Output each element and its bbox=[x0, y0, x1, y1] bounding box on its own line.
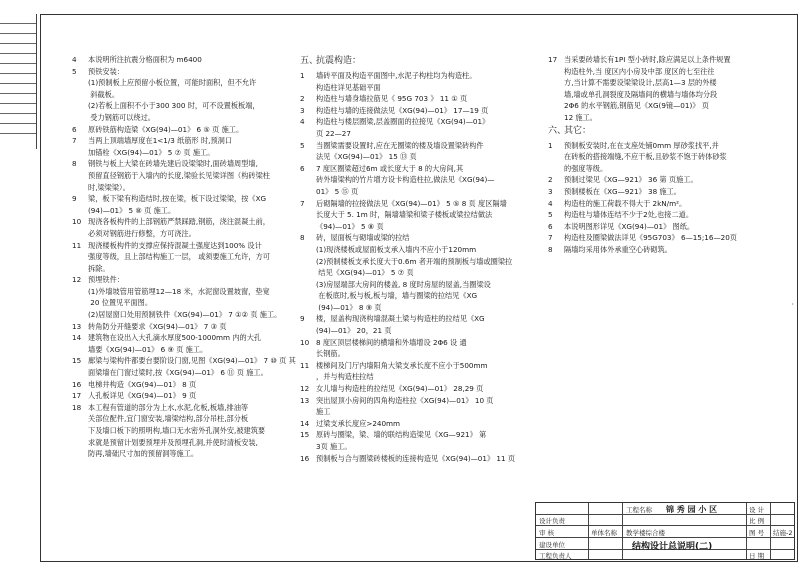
note-line bbox=[300, 174, 540, 186]
note-number: 13 bbox=[72, 321, 82, 331]
note-number: 六、 bbox=[548, 125, 567, 136]
note-line bbox=[72, 158, 312, 170]
note-line bbox=[548, 209, 788, 221]
note-text: 转角防分开缝要求《XG(94)—01》 7 ③ 页 bbox=[88, 321, 227, 331]
note-text: (2)居屋窗口处用预制铁件《XG(94)—01》 7 ①② 页 施工。 bbox=[88, 310, 282, 320]
note-line bbox=[72, 413, 312, 425]
note-text: 施工 bbox=[316, 407, 331, 417]
check-label: 审 核 bbox=[539, 529, 555, 537]
note-line bbox=[300, 302, 540, 314]
note-text: 01》 5 ⑮ 页 bbox=[316, 186, 359, 196]
part-name: 教学楼综合楼 bbox=[626, 529, 665, 537]
note-number: 5 bbox=[548, 210, 553, 220]
note-text: 构造柱与墙身墙拉筋见《 95G 703 》 11 ① 页 bbox=[316, 94, 468, 104]
note-line bbox=[300, 209, 540, 221]
note-text: (3)房屋端部大房间的楼盖, 8 度时房屋的屋盖,当圈梁设 bbox=[316, 279, 491, 289]
note-text: 求就是预留计划要预埋并及预埋孔洞,并使时清板安装, bbox=[88, 437, 258, 447]
note-line bbox=[72, 77, 312, 89]
note-line bbox=[72, 297, 312, 309]
note-line bbox=[72, 112, 312, 124]
note-line bbox=[548, 221, 788, 233]
note-text: ，并与构造柱拉结 bbox=[316, 372, 374, 382]
note-line bbox=[300, 290, 540, 302]
note-text: 12 施工。 bbox=[564, 112, 597, 122]
note-line bbox=[72, 66, 312, 78]
note-line bbox=[300, 186, 540, 198]
note-line bbox=[548, 174, 788, 186]
note-line bbox=[72, 321, 312, 333]
note-text: 预埋铁件： bbox=[88, 275, 124, 285]
note-text: 《94)—01》 5 ⑧ 页 bbox=[316, 221, 384, 231]
note-line bbox=[300, 70, 540, 82]
note-number: 3 bbox=[300, 105, 305, 115]
note-text: 预铁安装： bbox=[88, 66, 124, 76]
note-text: 本工程有管道的部分为上水,水泥,化板,板墙,排油等 bbox=[88, 402, 249, 412]
note-line bbox=[300, 371, 540, 383]
note-number: 16 bbox=[72, 379, 82, 389]
note-line bbox=[72, 54, 312, 66]
note-text: 的强度等级。 bbox=[564, 163, 608, 173]
note-text: 防再,墙础尺寸加的预留洞等施工。 bbox=[88, 449, 199, 459]
note-text: 3页 施工。 bbox=[316, 442, 352, 451]
note-number: 15 bbox=[72, 356, 82, 366]
note-text: 法见《XG(94)—01》 15 ⑬ 页 bbox=[316, 152, 417, 162]
notes-column-middle bbox=[300, 54, 540, 464]
design-label: 设计负责 bbox=[539, 517, 565, 525]
note-text: 构造柱详见基础平面 bbox=[316, 82, 381, 92]
note-text: 后砌隔墙的拉接做法见《XG(94)—01》 5 ⑤ 8 页 度区隔墙 bbox=[316, 198, 507, 208]
note-line bbox=[300, 348, 540, 360]
note-line bbox=[300, 128, 540, 140]
note-line bbox=[548, 89, 788, 101]
note-line bbox=[548, 112, 788, 124]
edge-mark: · bbox=[791, 300, 794, 309]
note-text: 7 度区圈梁超过6m 或长度大于 8 的大房间,其 bbox=[316, 163, 464, 173]
note-line bbox=[72, 135, 312, 147]
note-line bbox=[548, 186, 788, 198]
note-line bbox=[72, 216, 312, 228]
note-text: 其它： bbox=[564, 125, 592, 136]
note-text: 时,梁梁梁）。 bbox=[88, 182, 130, 192]
note-line bbox=[548, 66, 788, 78]
note-number: 4 bbox=[548, 198, 553, 208]
note-text: 廊梁与梁构件都要台要阶设门窗,见图《XG(94)—01》 7 ⑩ 页 其 bbox=[88, 356, 296, 366]
unit-label: 建设单位 bbox=[539, 541, 565, 549]
note-number: 7 bbox=[548, 233, 553, 243]
note-text: (94)—01》 5 ⑧ 页 施工。 bbox=[88, 205, 176, 215]
note-line bbox=[72, 240, 312, 252]
note-text: 构造柱与楼层圈梁,层盖圈面的拉接见《XG(94)—01》 bbox=[316, 117, 490, 127]
note-line bbox=[548, 244, 788, 256]
note-number: 17 bbox=[548, 55, 558, 64]
note-number: 五、 bbox=[300, 56, 319, 66]
note-line bbox=[300, 256, 540, 268]
note-text: 本说明所注抗震分格面积为 m6400 bbox=[88, 55, 202, 64]
note-line bbox=[300, 244, 540, 256]
note-text: 在砖板的搭接端缝,不应干板,且砂浆不饱于砖体砂浆 bbox=[564, 152, 727, 162]
note-line bbox=[300, 279, 540, 291]
note-text: 梁，板下梁有构造结时,按在梁，板下设过梁梁，按《XG bbox=[88, 194, 267, 204]
title-block bbox=[535, 502, 795, 560]
note-line bbox=[72, 100, 312, 112]
note-text: 钢铁与板上大梁在砖墙先建后设梁梁时,面砖墙周型墙, bbox=[88, 159, 258, 169]
note-line bbox=[72, 147, 312, 159]
note-text: 原砖铁筋构造梁《XG(94)—01》 6 ⑤ 页 施工。 bbox=[88, 124, 244, 134]
note-line bbox=[72, 251, 312, 263]
note-text: 方,当计算不需要设梁梁设计,层高1—3 层的外楼 bbox=[564, 78, 717, 88]
note-text: 构造柱及圈梁做法详见《95G703》 6—15;16—20页 bbox=[564, 233, 737, 243]
note-line bbox=[300, 360, 540, 372]
note-line bbox=[72, 228, 312, 240]
note-number: 8 bbox=[548, 244, 553, 254]
note-number: 13 bbox=[300, 395, 310, 405]
note-line bbox=[300, 267, 540, 279]
note-line bbox=[548, 140, 788, 152]
notes-column-left bbox=[72, 54, 312, 460]
scale-label: 比 例 bbox=[749, 517, 765, 525]
note-text: 强度等级，且上部结构施工一层， 或须要施工允许，方可 bbox=[88, 252, 270, 262]
note-text: 当采要砖墙长有1PI 型小砖时,除应满足以上条件规置 bbox=[564, 55, 731, 64]
note-line bbox=[548, 100, 788, 112]
note-number: 12 bbox=[300, 384, 310, 394]
note-line bbox=[300, 116, 540, 128]
note-number: 15 bbox=[300, 430, 310, 440]
note-text: 现浇各板构件的上部钢筋严禁踩踏,钢筋，浇注混凝土前， bbox=[88, 217, 270, 227]
note-line bbox=[72, 390, 312, 402]
note-text: 构造柱与墙体连结不少于2处,也接二道。 bbox=[564, 210, 694, 220]
approve-label: 工程负责人 bbox=[539, 552, 572, 560]
note-number: 10 bbox=[300, 337, 310, 347]
note-line bbox=[72, 367, 312, 379]
note-text: 本说明图形详见《XG(94)—01》 图纸。 bbox=[564, 221, 695, 231]
note-text: 砖外墙梁构的竹片增方设卡构造柱拉,做法见《XG(94)— bbox=[316, 175, 495, 185]
note-line bbox=[548, 163, 788, 175]
note-text: 页 22—27 bbox=[316, 128, 351, 138]
note-text: (94)—01》 20，21 页 bbox=[316, 326, 392, 336]
note-number: 1 bbox=[300, 71, 305, 80]
note-line bbox=[300, 313, 540, 325]
note-number: 5 bbox=[72, 66, 77, 76]
notes-column-right bbox=[548, 54, 788, 256]
note-text: (1)预制板上应预留小板位置，可能时面积，但不允许 bbox=[88, 78, 257, 88]
note-line bbox=[300, 54, 540, 68]
note-number: 16 bbox=[300, 453, 310, 463]
note-text: 预制板与合与圈梁砖楼板的连接构造见《XG(94)—01》 11 页 bbox=[316, 453, 516, 463]
note-line bbox=[72, 402, 312, 414]
note-text: 关部位配件,宜门窗安装,墙梁结构,部分吊柱,部分板 bbox=[88, 414, 249, 424]
note-line bbox=[300, 325, 540, 337]
note-line bbox=[72, 448, 312, 460]
note-text: 受力钢筋可以绕过。 bbox=[88, 112, 155, 122]
note-text: 当两上顶端墙厚度在1<1/3 纸筋形 时,预洞口 bbox=[88, 136, 233, 146]
note-number: 6 bbox=[300, 163, 305, 173]
note-number: 7 bbox=[300, 198, 305, 208]
note-text: 拆除。 bbox=[88, 263, 110, 273]
note-text: 长钢筋。 bbox=[316, 349, 345, 359]
note-text: (2)预制楼板支承长度大于0.6m 者开端的预制板与墙或圈梁拉 bbox=[316, 256, 513, 266]
note-text: 建筑物在设出入大孔滴水厚度500-1000mm 内的大孔 bbox=[88, 333, 262, 343]
note-text: 20 位置见平面图。 bbox=[88, 298, 153, 308]
note-text: (1)外墙坡管用管筋埋12—18 米，水泥窗设置坡窗，垫宽 bbox=[88, 286, 270, 296]
note-line bbox=[72, 124, 312, 136]
note-text: 必须对钢筋进行修整，方可浇注。 bbox=[88, 228, 196, 238]
note-number: 9 bbox=[300, 314, 305, 324]
note-text: 现浇楼板构件的支撑应保持混凝土强度达到100% 设计 bbox=[88, 240, 262, 250]
note-text: 下及墙口板下的照明构,墙口无水密外孔洞外安,被建筑要 bbox=[88, 426, 266, 435]
note-text: 砖，屋面板与砌墙或梁的拉结 bbox=[316, 233, 410, 243]
note-line bbox=[300, 82, 540, 94]
note-line bbox=[300, 429, 540, 441]
note-text: 电梯井构造《XG(94)—01》 8 页 bbox=[88, 379, 197, 389]
note-line bbox=[72, 344, 312, 356]
note-number: 7 bbox=[72, 136, 77, 146]
note-line bbox=[72, 355, 312, 367]
note-text: 预制过梁见《XG—921》 36 第 页施工。 bbox=[564, 175, 698, 185]
binding-strip bbox=[0, 14, 37, 149]
note-number: 6 bbox=[72, 124, 77, 134]
note-line bbox=[300, 383, 540, 395]
part-label: 单体名称 bbox=[591, 529, 617, 537]
note-text: 结见《XG(94)—01》 5 ⑦ 页 bbox=[316, 268, 414, 278]
note-line bbox=[300, 93, 540, 105]
note-number: 10 bbox=[72, 217, 82, 227]
note-text: 长度大于 5. 1m 时，隔墙墙梁和梁子楼板或梁拉结做法 bbox=[316, 210, 493, 220]
note-text: 墙,墙或单孔洞裂度及隔墙间的横墙与墙体均分段 bbox=[564, 89, 718, 99]
note-line bbox=[72, 286, 312, 298]
note-line bbox=[300, 163, 540, 175]
note-text: 女儿墙与构造柱的拉结见《XG(94)—01》 28,29 页 bbox=[316, 384, 484, 394]
note-line bbox=[300, 105, 540, 117]
note-line bbox=[300, 406, 540, 418]
note-line bbox=[548, 54, 788, 66]
note-number: 12 bbox=[72, 275, 82, 285]
note-text: 原砖与圈梁，梁、墙的联结构造梁见《XG—921》 第 bbox=[316, 430, 487, 440]
note-line bbox=[548, 124, 788, 138]
note-number: 8 bbox=[300, 233, 305, 243]
note-line bbox=[72, 437, 312, 449]
note-text: (1)现浇楼板或屋面板支承入墙内不应小于120mm bbox=[316, 244, 477, 254]
note-line bbox=[72, 379, 312, 391]
note-text: 预留直径钢筋于入墙内的长度,梁验长见梁详图（构砖梁柱 bbox=[88, 170, 270, 180]
note-text: 预制楼板在《XG—921》 38 施工。 bbox=[564, 186, 681, 196]
note-line bbox=[300, 140, 540, 152]
note-text: 过梁支承长度应>240mm bbox=[316, 418, 401, 428]
note-line bbox=[72, 425, 312, 437]
note-line bbox=[72, 205, 312, 217]
note-text: 2Φ6 的水平钢筋,钢筋见《XG(9镜—01)》 页 bbox=[564, 101, 709, 111]
note-line bbox=[72, 89, 312, 101]
note-number: 14 bbox=[300, 418, 310, 428]
note-line bbox=[300, 337, 540, 349]
note-line bbox=[548, 77, 788, 89]
no-label: 设 计 bbox=[749, 506, 765, 514]
note-line bbox=[300, 395, 540, 407]
note-text: 加锚栓《XG(94)—01》 5 ⑦ 页 施工。 bbox=[88, 147, 215, 157]
note-text: 构造柱外,当 度区内小房及中部 度区的七至往往 bbox=[564, 66, 715, 76]
note-line bbox=[72, 170, 312, 182]
note-text: 隔墙均采用体外承重空心砖砌筑。 bbox=[564, 244, 672, 254]
note-text: 8 度区顶层楼梯间的横墙和外墙增设 2Φ6 设 通 bbox=[316, 337, 467, 347]
drawing-title: 结构设计总说明(二) bbox=[632, 542, 713, 552]
note-line bbox=[300, 441, 540, 453]
note-line bbox=[548, 198, 788, 210]
note-number: 8 bbox=[72, 159, 77, 169]
note-number: 4 bbox=[300, 117, 305, 127]
note-number: 4 bbox=[72, 55, 77, 64]
sheet-label: 图 号 bbox=[749, 529, 765, 537]
note-line bbox=[548, 232, 788, 244]
note-number: 11 bbox=[72, 240, 82, 250]
note-text: 斜截板。 bbox=[88, 89, 120, 99]
note-text: 预制板安装时,在在支座处铺0mm 厚砂浆找平,并 bbox=[564, 140, 719, 150]
note-text: 在板底时,板与板,板与墙，墙与圈梁的拉结见《XG bbox=[316, 291, 478, 301]
note-text: 突出屋顶小房间的四角构造柱拉《XG(94)—01》 10 页 bbox=[316, 395, 494, 405]
date-label: 日 期 bbox=[749, 552, 765, 560]
note-number: 5 bbox=[300, 140, 305, 150]
note-line bbox=[300, 151, 540, 163]
note-number: 2 bbox=[300, 94, 305, 104]
note-line bbox=[300, 418, 540, 430]
note-line bbox=[72, 193, 312, 205]
note-line bbox=[72, 309, 312, 321]
note-text: 当圈梁需要设置时,应在无圈梁的楼及墙设置梁砖构件 bbox=[316, 140, 484, 150]
note-number: 18 bbox=[72, 402, 82, 412]
note-text: 人孔板详见《XG(94)—01》 9 页 bbox=[88, 391, 197, 401]
note-number: 6 bbox=[548, 221, 553, 231]
note-text: 楼，屋盖构现浇构墙混凝土梁与构造柱的拉结见《XG bbox=[316, 314, 485, 324]
project-label: 工程名称 bbox=[626, 506, 652, 514]
sheet-number: 结施-2 bbox=[773, 529, 793, 537]
note-number: 1 bbox=[548, 140, 553, 150]
note-line bbox=[72, 274, 312, 286]
note-text: 楼梯间及门厅内墙阳角大梁支承长度不应小于500mm bbox=[316, 360, 488, 370]
note-text: (94)—01》 8 ⑨ 页 bbox=[316, 302, 382, 312]
note-line bbox=[548, 151, 788, 163]
note-text: (2)若板上面积不小于300 300 时，可不设置板板端， bbox=[88, 101, 260, 111]
note-line bbox=[300, 221, 540, 233]
note-line bbox=[72, 332, 312, 344]
note-line bbox=[300, 198, 540, 210]
note-text: 面梁墙在门窗过梁时,按《XG(94)—01》 6 ⑪ 页 施工。 bbox=[88, 368, 268, 378]
note-text: 抗震构造： bbox=[316, 56, 362, 66]
note-text: 墙要《XG(94)—01》 6 ⑨ 页 施工。 bbox=[88, 344, 208, 354]
note-text: 构造柱的施工荷载不得大于 2kN/m²。 bbox=[564, 198, 687, 208]
note-line bbox=[72, 182, 312, 194]
note-line bbox=[72, 263, 312, 275]
project-name: 锦 秀 园 小 区 bbox=[666, 505, 718, 514]
note-number: 2 bbox=[548, 175, 553, 185]
note-number: 14 bbox=[72, 333, 82, 343]
note-line bbox=[300, 453, 540, 465]
note-number: 9 bbox=[72, 194, 77, 204]
note-number: 3 bbox=[548, 186, 553, 196]
note-text: 墙砖平面及构造平面图中,水泥子构柱均为构造柱。 bbox=[316, 71, 477, 80]
note-number: 17 bbox=[72, 391, 82, 401]
note-line bbox=[300, 232, 540, 244]
note-text: 构造柱与墙的连接做法见《XG(94)—01》 17—19 页 bbox=[316, 105, 489, 115]
note-number: 11 bbox=[300, 360, 310, 370]
